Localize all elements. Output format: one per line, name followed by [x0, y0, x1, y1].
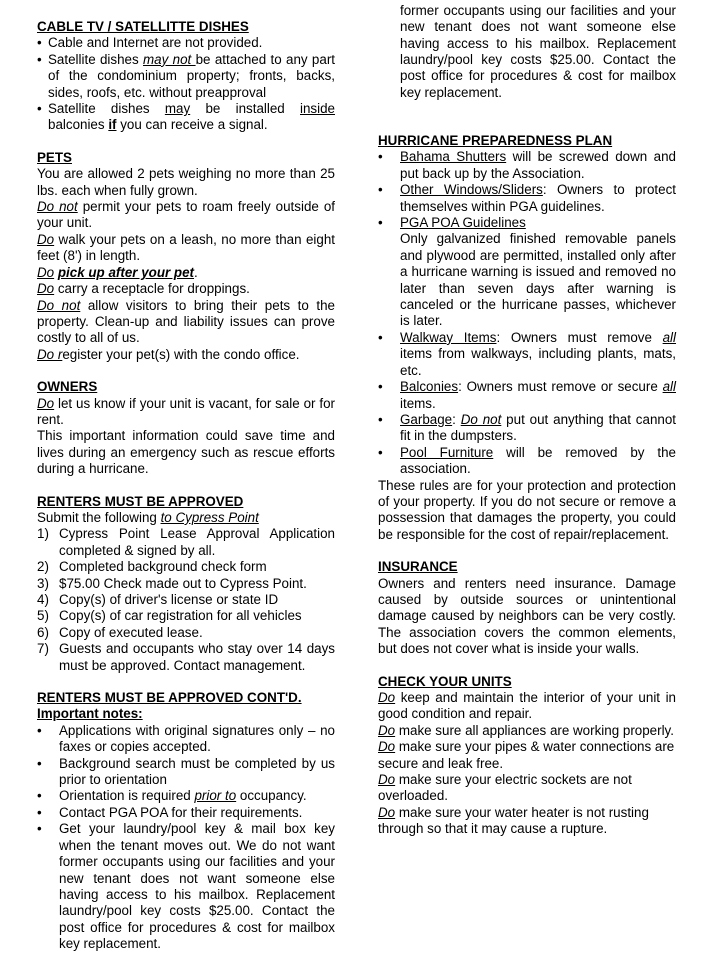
renters-section: [37, 494, 335, 674]
pets-paragraph: You are allowed 2 pets weighing no more than 25 lbs. each when fully grown.: [37, 166, 335, 198]
list-item: 2) Completed background check form: [37, 559, 267, 575]
cable-section: [37, 19, 335, 134]
overflow-clip: [378, 2, 676, 117]
list-item: • Other Windows/Sliders: Owners to protect themselves within PGA guidelines.: [378, 182, 676, 215]
owners-paragraph: Do let us know if your unit is vacant, for sale or for rent.: [37, 395, 335, 427]
list-item: • Balconies: Owners must remove or secure all items.: [378, 379, 676, 412]
pets-paragraph: Do walk your pets on a leash, no more than eight feet (8') in length.: [37, 231, 335, 264]
insurance-heading: INSURANCE: [378, 559, 458, 575]
cable-heading: CABLE TV / SATELLITTE DISHES: [37, 19, 249, 34]
list-item: 5) Copy(s) of car registration for all vehicles: [37, 608, 302, 624]
cable-list: [37, 35, 335, 133]
hurricane-list: [378, 149, 676, 477]
pets-paragraph: Do carry a receptacle for droppings.: [37, 281, 250, 297]
left-column: [37, 19, 336, 952]
list-item: 6) Copy of executed lease.: [37, 624, 203, 640]
pets-heading: PETS: [37, 149, 72, 165]
important-notes-subheading: Important notes:: [37, 706, 143, 722]
list-item-continued: • Get your laundry/pool key & mail box key when the tenant moves out. We do not want former occupants using our facilities and your new tenant does not want someone else having access to his mailbox. Replacement laundry/pool key costs $25.00. Contact the post office for procedures & cost for mailbox key replacement.: [37, 821, 335, 870]
pets-paragraph: Do not permit your pets to roam freely outside of your unit.: [37, 199, 336, 231]
insurance-section: [378, 559, 676, 657]
check-section: [378, 674, 676, 838]
list-item: • PGA POA Guidelines Only galvanized finished removable panels and plywood are permitted, installed only after a hurricane warning is issued and removed no later than seven days after warning is canceled or the hurricane passes, whichever is later.: [378, 215, 676, 330]
renters-heading: RENTERS MUST BE APPROVED: [37, 493, 244, 509]
check-paragraph: Do keep and maintain the interior of your unit in good condition and repair.: [378, 690, 676, 722]
list-item: • Satellite dishes may not be attached to any part of the condominium property; fronts, backs, sides, roofs, etc. without preapproval: [37, 52, 335, 101]
list-item: • Applications with original signatures only – no faxes or copies accepted.: [37, 723, 335, 756]
list-item: 1) Cypress Point Lease Approval Application completed & signed by all.: [37, 526, 335, 558]
list-item: • Orientation is required prior to occupancy.: [37, 788, 335, 804]
list-item-continued: • former occupants using our facilities and your new tenant does not want someone else having access to his mailbox. Replacement laundry/pool key costs $25.00. Contact the post office for procedures & cost for mailbox key replacement.: [378, 0, 676, 101]
list-item: 7) Guests and occupants who stay over 14 days must be approved. Contact management.: [37, 641, 335, 673]
list-item: 3) $75.00 Check made out to Cypress Point.: [37, 575, 307, 591]
renters-intro: Submit the following to Cypress Point: [37, 509, 259, 525]
list-item: • Bahama Shutters will be screwed down and put back up by the Association.: [378, 149, 676, 182]
list-item: • Pool Furniture will be removed by the association.: [378, 445, 676, 478]
list-item: • Satellite dishes may be installed inside balconies if you can receive a signal.: [37, 101, 335, 134]
hurricane-closing: These rules are for your protection and protection of your property. If you do not secure or remove a possession that damages the property, you could be responsible for the cost of repair/replacement.: [378, 477, 676, 542]
owners-heading: OWNERS: [37, 379, 98, 395]
hurricane-heading: HURRICANE PREPAREDNESS PLAN: [378, 133, 613, 148]
list-item: • Background search must be completed by us prior to orientation: [37, 756, 335, 789]
check-heading: CHECK YOUR UNITS: [378, 673, 512, 689]
insurance-paragraph: Owners and renters need insurance. Damage caused by outside sources or unintentional damage caused by neighbors can be very costly. The association covers the common elements, but does not cover what is inside your walls.: [378, 575, 676, 657]
renters-list: [37, 526, 335, 674]
list-item: 4) Copy(s) of driver's license or state ID: [37, 592, 279, 607]
pets-paragraph: Do not allow visitors to bring their pets to the property. Clean-up and liability issues can prove costly to all of us.: [37, 297, 336, 346]
list-item: • Garbage: Do not put out anything that cannot fit in the dumpsters.: [378, 412, 676, 445]
check-paragraph: Do make sure your pipes & water connections are secure and leak free.: [378, 739, 675, 771]
hurricane-section: [378, 133, 676, 543]
renters-contd-heading: RENTERS MUST BE APPROVED CONT'D.: [37, 690, 302, 706]
pets-paragraph: Do register your pet(s) with the condo office.: [37, 346, 300, 362]
pets-paragraph: Do pick up after your pet.: [37, 264, 198, 280]
owners-section: [37, 379, 335, 477]
renters-contd-section: [37, 690, 335, 952]
list-item: • Walkway Items: Owners must remove all items from walkways, including plants, mats, etc.: [378, 330, 676, 379]
pets-section: [37, 150, 335, 363]
important-notes-list: [37, 722, 335, 952]
check-paragraph: Do make sure all appliances are working properly.: [378, 722, 674, 738]
check-paragraph: Do make sure your electric sockets are not overloaded.: [378, 772, 632, 804]
owners-paragraph: This important information could save time and lives during an emergency such as rescue efforts during a hurricane.: [37, 428, 335, 477]
renters-contd-overflow: [378, 2, 676, 117]
right-column: [378, 2, 677, 854]
check-paragraph: Do make sure your water heater is not rusting through so that it may cause a rupture.: [378, 804, 649, 837]
list-item: • Cable and Internet are not provided.: [37, 35, 335, 51]
list-item: • Contact PGA POA for their requirements.: [37, 805, 335, 821]
